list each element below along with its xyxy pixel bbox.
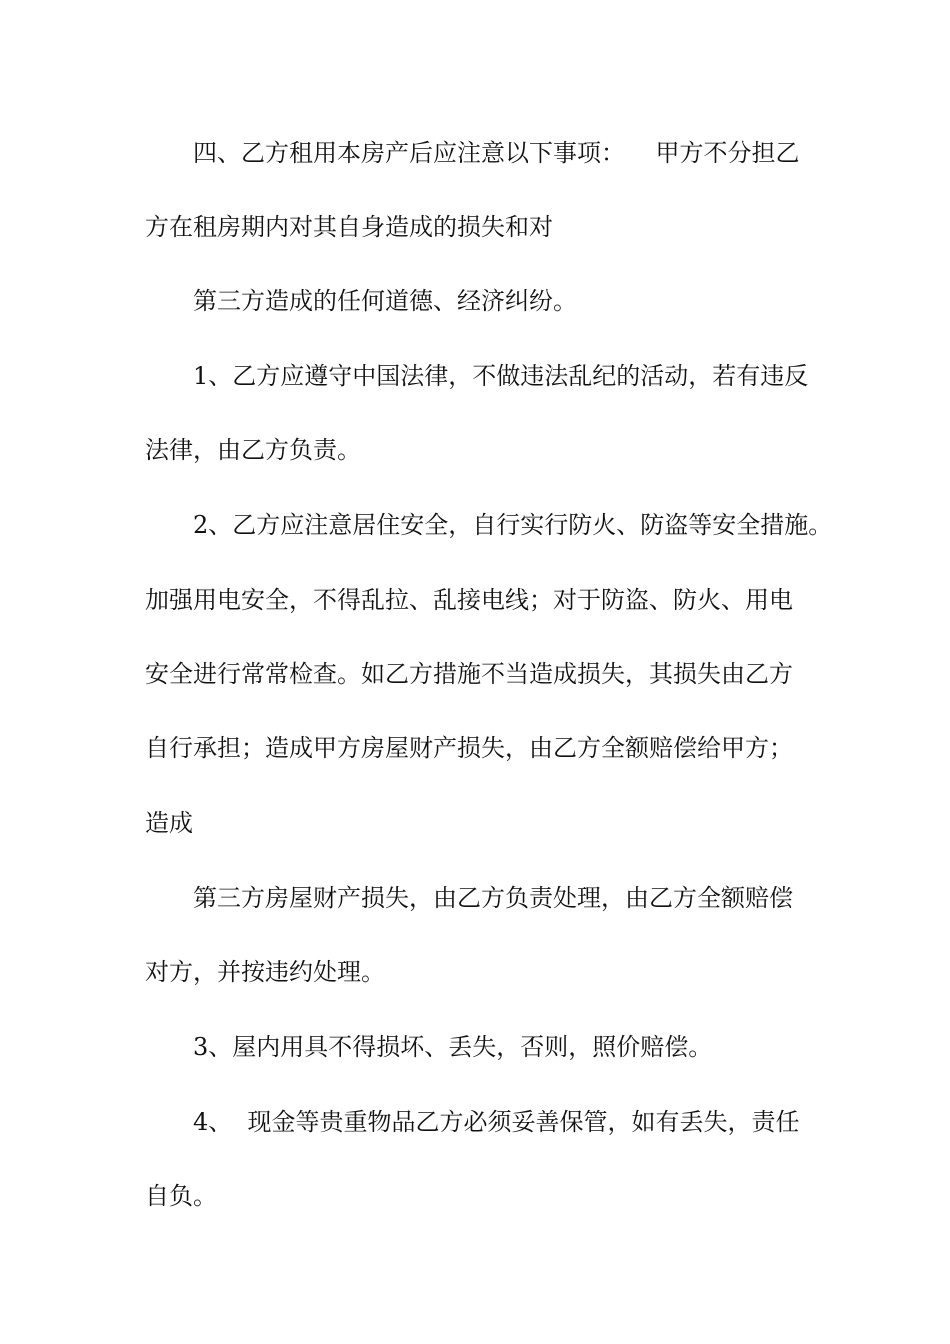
- paragraph-line: 第三方房屋财产损失，由乙方负责处理，由乙方全额赔偿: [193, 884, 793, 912]
- paragraph-line: 造成: [145, 809, 193, 837]
- paragraph-line: 第三方造成的任何道德、经济纠纷。: [193, 287, 577, 315]
- paragraph-line: 加强用电安全，不得乱拉、乱接电线；对于防盗、防火、用电: [145, 586, 793, 614]
- paragraph-line: 3、屋内用具不得损坏、丢失，否则，照价赔偿。: [193, 1033, 713, 1061]
- paragraph-line: 方在租房期内对其自身造成的损失和对: [145, 213, 553, 241]
- paragraph-line: 法律，由乙方负责。: [145, 436, 361, 464]
- paragraph-line: 2、乙方应注意居住安全，自行实行防火、防盗等安全措施。: [193, 511, 833, 539]
- paragraph-line: 安全进行常常检查。如乙方措施不当造成损失，其损失由乙方: [145, 660, 793, 688]
- paragraph-line: 自行承担；造成甲方房屋财产损失，由乙方全额赔偿给甲方；: [145, 734, 793, 762]
- paragraph-line: 四、乙方租用本房产后应注意以下事项： 甲方不分担乙: [193, 139, 800, 167]
- paragraph-line: 对方，并按违约处理。: [145, 958, 385, 986]
- paragraph-line: 1、乙方应遵守中国法律，不做违法乱纪的活动，若有违反: [193, 362, 809, 390]
- paragraph-line: 4、 现金等贵重物品乙方必须妥善保管，如有丢失，责任: [193, 1108, 800, 1136]
- paragraph-line: 自负。: [145, 1182, 217, 1210]
